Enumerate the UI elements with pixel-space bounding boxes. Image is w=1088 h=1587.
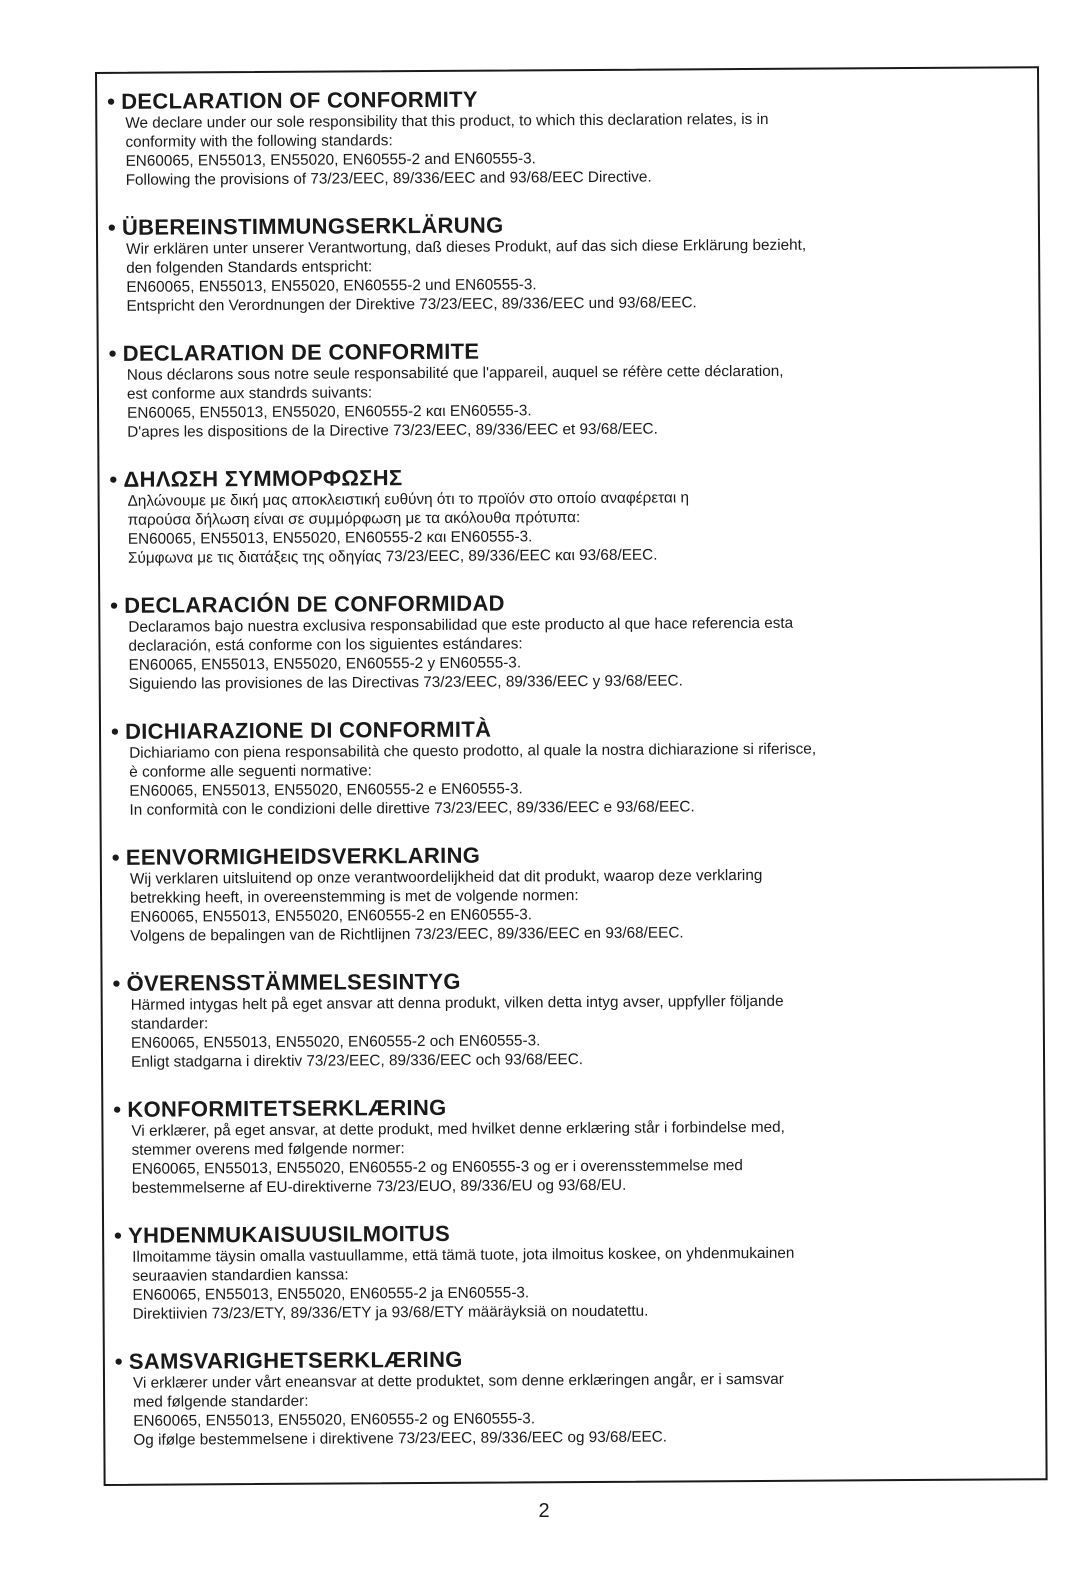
section-body-line: conformity with the following standards: [125,132,393,151]
section-body-line: Enligt stadgarna i direktiv 73/23/EEC, 89/336/EEC och 93/68/EEC. [130,1051,584,1071]
section-body-line: In conformità con le condizioni delle direttive 73/23/EEC, 89/336/EEC e 93/68/EEC. [129,798,695,819]
bullet-icon: • [107,88,116,114]
section-body-line: EN60065, EN55013, EN55020, EN60555-2 και EN60555-3. [127,402,532,422]
section-body-line: bestemmelserne af EU-direktiverne 73/23/EUO, 89/336/EU og 93/68/EU. [131,1176,627,1197]
section-body-line: den folgenden Standards entspricht: [126,258,373,277]
declaration-section [111,715,972,820]
section-body-line: seuraavien standardien kanssa: [132,1266,349,1285]
section-body-line: Volgens de bepalingen van de Richtlijnen 73/23/EEC, 89/336/EEC en 93/68/EEC. [130,924,684,945]
declaration-section [115,1345,976,1450]
bullet-icon: • [114,1222,123,1248]
declaration-section [109,463,970,568]
section-heading-text: DECLARATION OF CONFORMITY [121,86,478,114]
section-body-line: Og ifølge bestemmelsene i direktivene 73/23/EEC, 89/336/EEC og 93/68/EEC. [133,1428,668,1449]
section-body-line: Vi erklærer under vårt eneansvar at dette produktet, som denne erklæringen angår, er i samsvar [132,1370,784,1392]
section-body-line: We declare under our sole responsibility that this product, to which this declaration relates, is in [125,110,769,132]
bullet-icon: • [113,1096,122,1122]
declaration-section [112,841,973,946]
section-body-line: EN60065, EN55013, EN55020, EN60555-2 και EN60555-3. [127,528,533,548]
section-body-line: Siguiendo las provisiones de las Directivas 73/23/EEC, 89/336/EEC y 93/68/EEC. [128,672,683,693]
bullet-icon: • [109,466,118,492]
section-body-line: EN60065, EN55013, EN55020, EN60555-2 and EN60555-3. [125,150,536,170]
section-body-line: Following the provisions of 73/23/EEC, 89/336/EEC and 93/68/EEC Directive. [125,168,652,189]
bullet-icon: • [114,1348,123,1374]
section-body-line: EN60065, EN55013, EN55020, EN60555-2 ja EN60555-3. [132,1284,530,1304]
section-heading-text: SAMSVARIGHETSERKLÆRING [128,1346,463,1374]
section-body-line: Ilmoitamme täysin omalla vastuullamme, että tämä tuote, jota ilmoitus koskee, on yhdenmukainen [132,1244,795,1266]
section-body-line: EN60065, EN55013, EN55020, EN60555-2 und EN60555-3. [126,276,537,296]
declaration-section [113,1093,974,1198]
section-body-line: est conforme aux standrds suivants: [126,384,373,403]
declaration-section [108,211,969,316]
section-body-line: stemmer overens med følgende normer: [131,1140,405,1159]
section-body-line: è conforme alle seguenti normative: [129,762,372,781]
section-heading-text: ÜBEREINSTIMMUNGSERKLÄRUNG [121,212,504,240]
section-body-line: betrekking heeft, in overeenstemming is met de volgende normen: [129,887,579,907]
section-body-line: Δηλώνουμε με δική μας αποκλειστική ευθύνη ότι το προϊόν στο οποίο αναφέρεται η [127,489,690,510]
section-body-line: EN60065, EN55013, EN55020, EN60555-2 y EN60555-3. [128,654,522,674]
bullet-icon: • [107,214,117,240]
bullet-icon: • [111,844,120,870]
section-heading-text: EENVORMIGHEIDSVERKLARING [125,842,481,870]
section-body-line: Wij verklaren uitsluitend op onze verantwoordelijkheid dat dit produkt, waarop deze verklaring [129,866,763,888]
section-body-line: Direktiivien 73/23/ETY, 89/336/ETY ja 93/68/ETY määräyksiä on noudatettu. [132,1302,649,1323]
section-body-line: Vi erklærer, på eget ansvar, at dette produkt, med hvilket denne erklæring står i forbindelse med, [131,1118,785,1140]
section-body-line: D'apres les dispositions de la Directive 73/23/EEC, 89/336/EEC et 93/68/EEC. [127,420,658,441]
bullet-icon: • [112,970,121,996]
section-body-line: Σύμφωνα με τις διατάξεις της οδηγίας 73/23/EEC, 89/336/EEC και 93/68/EEC. [127,546,658,567]
bullet-icon: • [108,340,117,366]
declaration-section [110,589,971,694]
section-heading-text: ΔΗΛΩΣΗ ΣΥΜΜΟΡΦΩΣΗΣ [123,465,403,492]
declaration-frame [95,66,1048,1486]
declaration-section [112,967,973,1072]
declaration-section [109,337,970,442]
section-body-line: standarder: [130,1015,209,1033]
section-body-line: med følgende standarder: [133,1392,309,1411]
section-heading-text: KONFORMITETSERKLÆRING [127,1094,447,1122]
declaration-section [107,85,968,190]
section-heading-text: DICHIARAZIONE DI CONFORMITÀ [124,716,492,744]
section-body-line: Declaramos bajo nuestra exclusiva responsabilidad que este producto al que hace referencia esta [128,614,794,636]
section-body-line: Nous déclarons sous notre seule responsabilité que l'appareil, auquel se réfère cette déclaration, [126,362,784,384]
section-body-line: declaración, está conforme con los siguientes estándares: [128,635,523,655]
declaration-section [114,1219,975,1324]
section-body-line: EN60065, EN55013, EN55020, EN60555-2 e EN60555-3. [129,780,523,800]
bullet-icon: • [110,718,120,744]
section-body-line: παρούσα δήλωση είναι σε συμμόρφωση με τα ακόλουθα πρότυπα: [127,509,581,529]
section-body-line: EN60065, EN55013, EN55020, EN60555-2 og EN60555-3 og er i overensstemmelse med [131,1157,743,1178]
section-body-line: EN60065, EN55013, EN55020, EN60555-2 och EN60555-3. [130,1032,541,1052]
bullet-icon: • [110,592,119,618]
section-body-line: EN60065, EN55013, EN55020, EN60555-2 en EN60555-3. [130,906,533,926]
section-body-line: Härmed intygas helt på eget ansvar att denna produkt, vilken detta intyg avser, uppfyller följande [130,992,784,1014]
section-body-line: Wir erklären unter unserer Verantwortung, daß dieses Produkt, auf das sich diese Erklärung bezieht, [126,236,807,258]
section-body-line: EN60065, EN55013, EN55020, EN60555-2 og EN60555-3. [133,1410,536,1430]
section-body-line: Entspricht den Verordnungen der Direktive 73/23/EEC, 89/336/EEC und 93/68/EEC. [126,294,697,315]
section-heading-text: ÖVERENSSTÄMMELSESINTYG [126,968,461,996]
page-number: 2 [538,1500,550,1522]
section-heading-text: YHDENMUKAISUUSILMOITUS [128,1220,451,1248]
section-heading-text: DECLARACIÓN DE CONFORMIDAD [124,590,505,618]
section-heading-text: DECLARATION DE CONFORMITE [122,338,480,366]
section-body-line: Dichiariamo con piena responsabilità che questo prodotto, al quale la nostra dichiarazione si riferisce, [129,740,817,762]
